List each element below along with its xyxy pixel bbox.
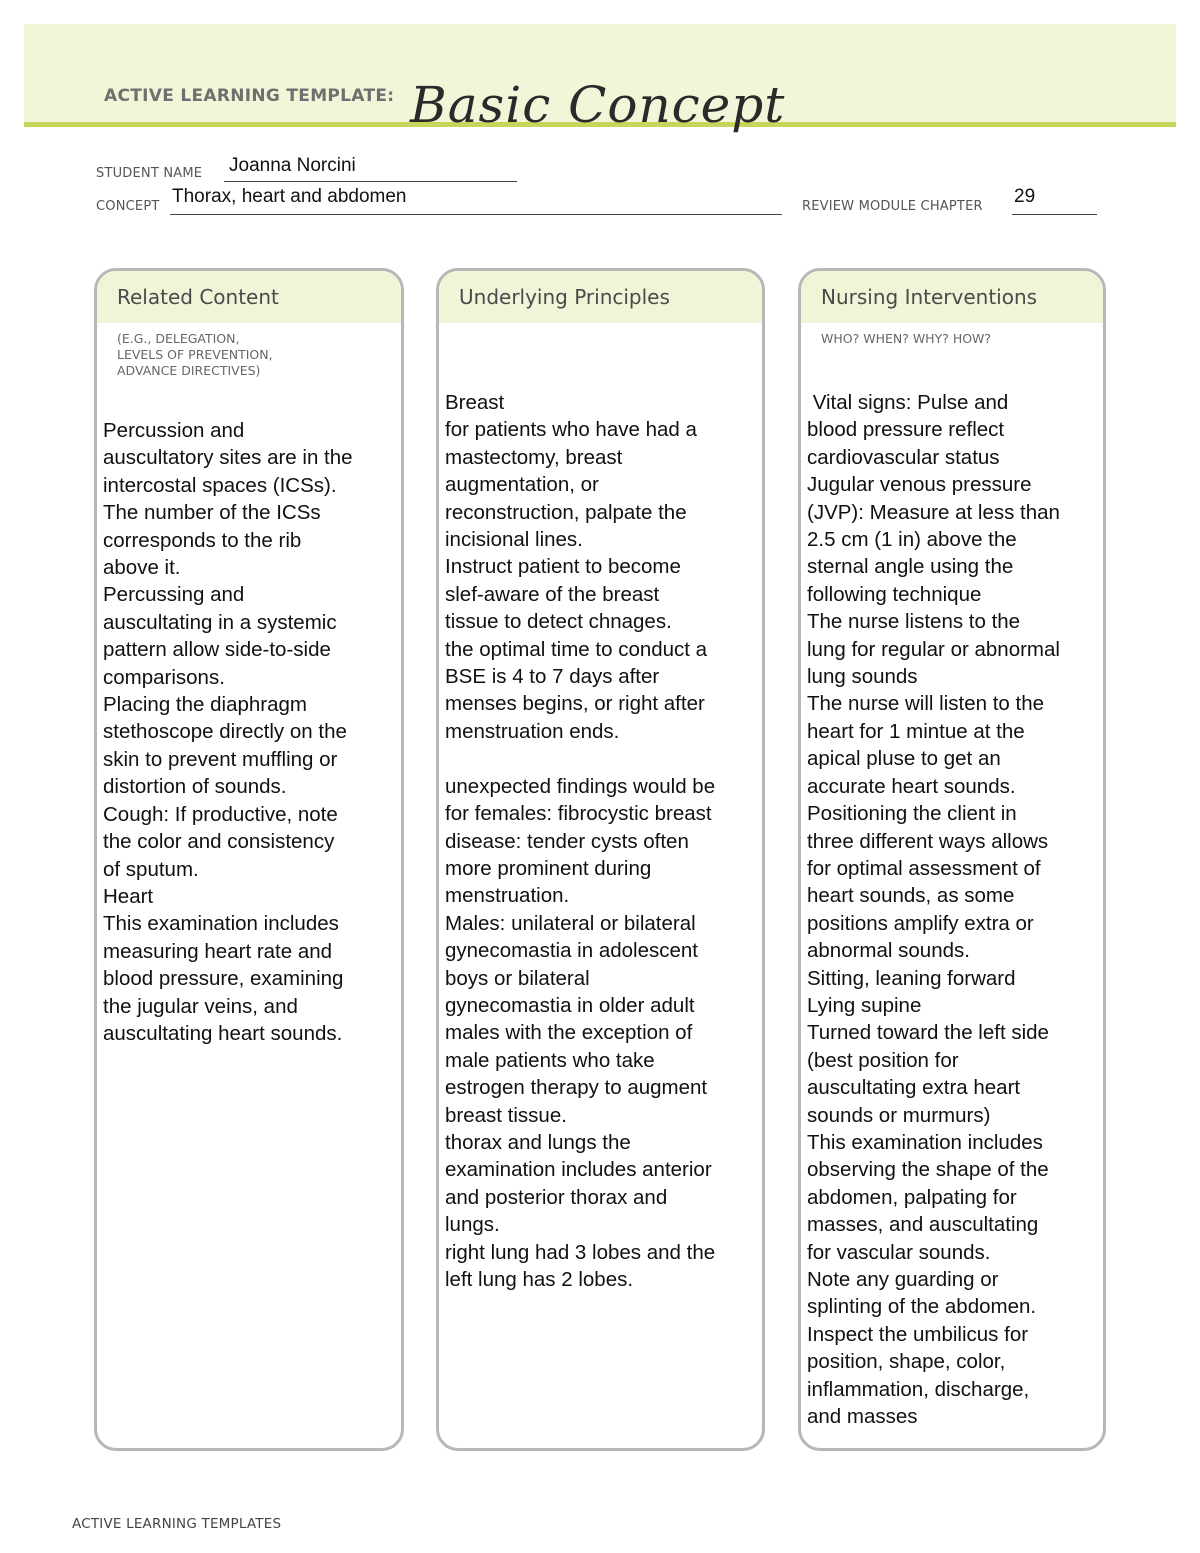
review-chapter-field[interactable]: 29: [1014, 186, 1036, 207]
nursing-interventions-panel: [798, 268, 1106, 1451]
student-name-label: STUDENT NAME: [96, 166, 203, 181]
template-banner: [24, 24, 1176, 134]
underlying-principles-text[interactable]: Breast for patients who have had a mastectomy, breast augmentation, or reconstruction, palpate the incisional lines. Instruct patient to become slef-aware of the breast tissue to detect chnages. the optimal time to conduct a BSE is 4 to 7 days after menses begins, or right after menstruation ends. unexpected findings would be for females: fibrocystic breast disease: tender cysts often more prominent during menstruation. Males: unilateral or bilateral gynecomastia in adolescent boys or bilateral gynecomastia in older adult males with the exception of male patients who take estrogen therapy to augment breast tissue. thorax and lungs the examination includes anterior and posterior thorax and lungs. right lung had 3 lobes and the left lung has 2 lobes.: [445, 391, 716, 1291]
nursing-interventions-heading: Nursing Interventions: [801, 271, 1103, 323]
template-label: ACTIVE LEARNING TEMPLATE:: [104, 86, 395, 106]
related-content-text[interactable]: Percussion and auscultatory sites are in the intercostal spaces (ICSs). The number of the ICSs corresponds to the rib above it. Percussing and auscultating in a systemic pattern allow side-to-side comparisons. Placing the diaphragm stethoscope directly on the skin to prevent muffling or distortion of sounds. Cough: If productive, note the color and consistency of sputum. Heart This examination includes measuring heart rate and blood pressure, examining the jugular veins, and auscultating heart sounds.: [103, 419, 353, 1045]
student-name-underline: [224, 181, 517, 182]
concept-field[interactable]: Thorax, heart and abdomen: [172, 186, 407, 207]
student-name-field[interactable]: Joanna Norcini: [229, 155, 356, 176]
related-content-panel: [94, 268, 404, 1451]
template-title: Basic Concept: [410, 76, 786, 134]
underlying-principles-heading: Underlying Principles: [439, 271, 762, 323]
review-chapter-underline: [1012, 214, 1097, 215]
nursing-interventions-text[interactable]: Vital signs: Pulse and blood pressure reflect cardiovascular status Jugular venous pressure (JVP): Measure at less than 2.5 cm (1 in) above the sternal angle using the following technique The nurse listens to the lung for regular or abnormal lung sounds The nurse will listen to the heart for 1 mintue at the apical pluse to get an accurate heart sounds. Positioning the client in three different ways allows for optimal assessment of heart sounds, as some positions amplify extra or abnormal sounds. Sitting, leaning forward Lying supine Turned toward the left side (best position for auscultating extra heart sounds or murmurs) This examination includes observing the shape of the abdomen, palpating for masses, and auscultating for vascular sounds. Note any guarding or splinting of the abdomen. Inspect the umbilicus for position, shape, color, inflammation, discharge, and masses: [807, 391, 1060, 1429]
related-content-heading: Related Content: [97, 271, 401, 323]
footer-text: ACTIVE LEARNING TEMPLATES: [72, 1516, 282, 1532]
nursing-interventions-subheading: WHO? WHEN? WHY? HOW?: [821, 331, 992, 346]
review-chapter-label: REVIEW MODULE CHAPTER: [802, 199, 983, 214]
concept-underline: [170, 214, 782, 215]
related-content-subheading: (E.G., DELEGATION, LEVELS OF PREVENTION, ADVANCE DIRECTIVES): [117, 331, 273, 378]
concept-label: CONCEPT: [96, 199, 160, 214]
underlying-principles-panel: [436, 268, 765, 1451]
